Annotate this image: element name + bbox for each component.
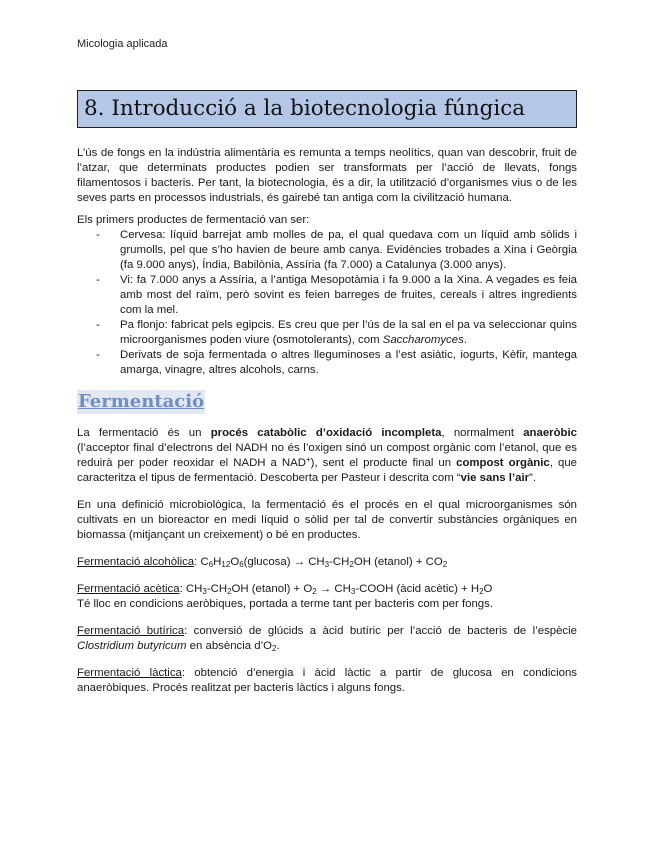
text-run: : conversió de glúcids a àcid butíric per l’acció de bacteris de l’espècie xyxy=(184,625,577,637)
text-run: O xyxy=(483,583,493,595)
microbiological-definition: En una definició microbiològica, la fermentació és el procés en el qual microorganismes són cultivats en un bioreactor en medi líquid o sòlid per tal de convertir substàncies orgàniques en biomassa (mitjançant un creixement) o bé en productes. xyxy=(77,499,577,541)
butyric-fermentation xyxy=(77,624,577,654)
text-run: ”. xyxy=(529,472,537,484)
species-name: Clostridium butyricum xyxy=(77,640,187,652)
text-run: → CH xyxy=(316,583,351,595)
list-item xyxy=(120,318,577,348)
subscript: 2 xyxy=(442,560,448,569)
text-run: , que caracteritza el tipus de fermentació. Descoberta per Pasteur i descrita com “ xyxy=(77,457,577,484)
text-run: en absència d’O xyxy=(186,640,273,652)
punctuation: . xyxy=(463,334,467,346)
term-label: Fermentació làctica xyxy=(77,667,182,679)
subscript: 2 xyxy=(227,587,232,596)
subscript: 2 xyxy=(312,587,317,596)
bold-term: anaeròbic xyxy=(523,427,578,439)
text-run: CH xyxy=(185,583,203,595)
species-name: Saccharomyces xyxy=(382,334,464,346)
section-heading: Fermentació xyxy=(78,391,205,412)
subscript: 3 xyxy=(350,587,356,596)
text-run: -CH xyxy=(206,583,228,595)
products-list xyxy=(77,228,577,378)
text-run: : xyxy=(179,583,186,595)
chapter-title-box xyxy=(77,90,577,128)
term-label: Fermentació butírica xyxy=(77,625,185,637)
list-item-text: Pa flonjo: fabricat pels egipcis. Es creu que per l’ús de la sal en el pa va seleccionar quins microorganismes poden viure (osmotolerants), com xyxy=(120,319,577,346)
acetic-note: Té lloc en condicions aeròbiques, portada a terme tant per bacteris com per fongs. xyxy=(77,598,493,610)
bold-term: compost orgànic xyxy=(456,457,550,469)
text-run: La fermentació és un xyxy=(77,427,211,439)
term-label: Fermentació alcohòlica xyxy=(77,556,195,568)
text-run: ), sent el producte final un xyxy=(310,457,457,469)
subscript: 2 xyxy=(479,587,484,596)
list-item: - Vi: fa 7.000 anys a Assíria, a l’antiga Mesopotàmia i fa 9.000 a la Xina. A vegades es feia amb most del raïm, però sovint es feien barreges de fruites, cereals i altres ingredients com la mel. xyxy=(120,273,577,318)
text-run: (l’acceptor final d’electrons del NADH no és l’oxigen sinó un compost orgànic com l’etanol, que es reduirà per poder reoxidar el NADH a NAD xyxy=(77,442,577,469)
text-run: H xyxy=(213,556,222,568)
subscript: 3 xyxy=(324,560,330,569)
text-run: (glucosa) → CH xyxy=(243,556,325,568)
subscript: 2 xyxy=(272,644,277,653)
list-intro: Els primers productes de fermentació van ser: xyxy=(77,214,310,226)
acetic-fermentation xyxy=(77,582,577,597)
alcoholic-fermentation xyxy=(77,555,577,570)
text-run: : xyxy=(194,556,201,568)
term-label: Fermentació acètica xyxy=(77,583,180,595)
text-run: : obtenció d’energia i àcid làctic a partir de glucosa en condicions anaeròbiques. Procés realitzat per bacteris làctics i alguns fongs. xyxy=(77,667,577,694)
text-run: -COOH (àcid acètic) + H xyxy=(355,583,480,595)
intro-paragraph: L’ús de fongs en la indústria alimentària es remunta a temps neolítics, quan van descobrir, fruit de l’atzar, que determinats productes podien ser transformats per l’acció de llevats, fongs filamentosos i bacteris. Per tant, la biotecnologia, és a dir, la utilització d’organismes vius o de les seves parts en processos industrials, és gairebé tan antiga com la civilització humana. xyxy=(77,147,577,204)
subscript: 2 xyxy=(349,560,354,569)
text-run: , normalment xyxy=(441,427,524,439)
text-run: OH (etanol) + CO xyxy=(353,556,443,568)
superscript: + xyxy=(305,455,311,464)
subscript: 12 xyxy=(221,560,231,569)
list-item: - Cervesa: líquid barrejat amb molles de pa, el qual quedava com un líquid amb sòlids i grumolls, pel que s’ho havien de beure amb canya. Evidències trobades a Xina i Geòrgia (fa 9.000 anys), Índia, Babilònia, Assíria (fa 7.000) a Catalunya (3.000 anys). xyxy=(120,228,577,273)
list-item: - Derivats de soja fermentada o altres lleguminoses a l’est asiàtic, iogurts, Kèfir, mantega amarga, vinagre, altres alcohols, carns. xyxy=(120,348,577,378)
chapter-title: 8. Introducció a la biotecnologia fúngica xyxy=(84,96,526,121)
document-body xyxy=(77,146,577,696)
subscript: 3 xyxy=(202,587,207,596)
text-run: OH (etanol) + O xyxy=(231,583,313,595)
subscript: 6 xyxy=(239,560,244,569)
text-run: O xyxy=(230,556,240,568)
lactic-fermentation xyxy=(77,666,577,696)
text-run: -CH xyxy=(329,556,350,568)
text-run: C xyxy=(200,556,209,568)
fermentation-definition xyxy=(77,426,577,486)
running-header: Micologia aplicada xyxy=(77,38,168,50)
subscript: 6 xyxy=(208,560,214,569)
bold-term: procés catabòlic d’oxidació incompleta xyxy=(210,427,442,439)
bold-term: vie sans l’air xyxy=(460,472,530,484)
text-run: . xyxy=(276,640,280,652)
